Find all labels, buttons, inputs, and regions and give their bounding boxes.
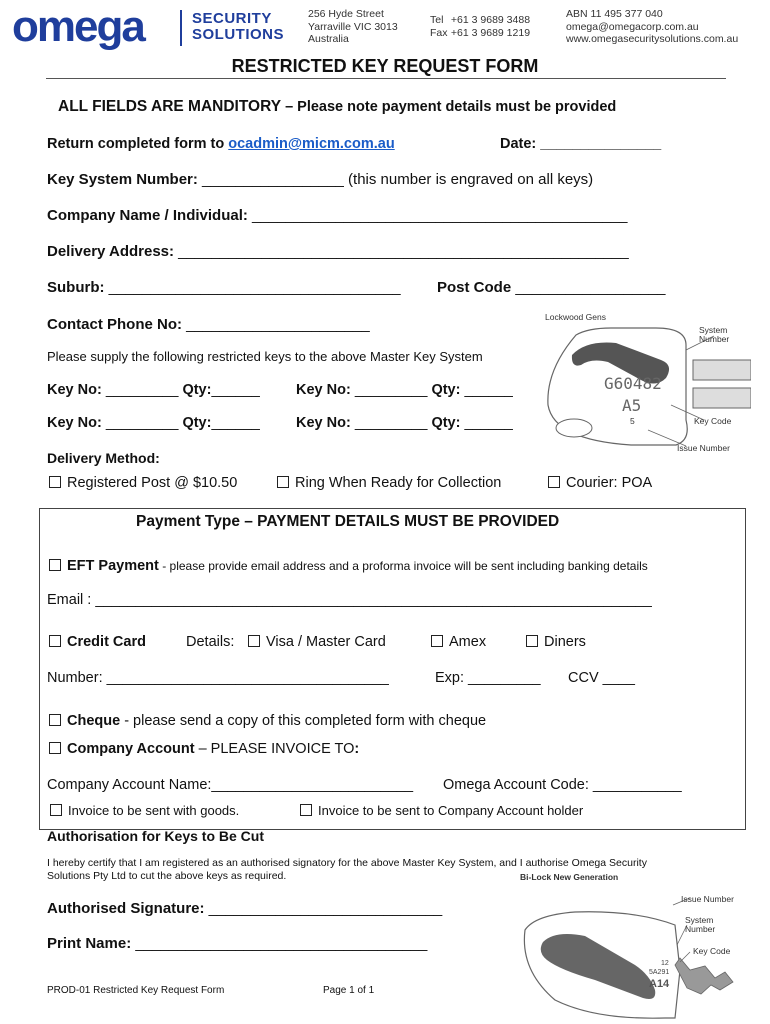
company-account-option[interactable] [49,741,359,757]
return-email-link[interactable]: ocadmin@micm.com.au [228,136,395,152]
diners-label: Diners [544,634,586,650]
checkbox-credit-card[interactable] [49,635,61,647]
title-rule [46,78,726,79]
company-email: omega@omegacorp.com.au [566,20,699,33]
card-visa-mastercard[interactable] [248,634,386,650]
invoice-to-holder-option[interactable] [300,803,583,818]
delivery-option-2-label: Ring When Ready for Collection [295,475,502,491]
key-row-2-left[interactable] [47,415,260,431]
key-no-line: _________ [350,382,432,398]
delivery-address-label: Delivery Address: [47,243,175,260]
postcode-label: Post Code [437,279,512,296]
qty-label: Qty: [182,382,212,398]
signature-label: Authorised Signature: [47,900,205,917]
delivery-option-courier[interactable] [548,475,652,491]
return-instruction [47,136,395,152]
return-label: Return completed form to [47,136,229,152]
authorisation-heading: Authorisation for Keys to Be Cut [47,828,265,844]
company-name-field[interactable] [47,207,627,224]
cheque-text: - please send a copy of this completed form with cheque [120,713,487,729]
delivery-address-line: ______________________________________________________ [174,243,629,260]
card-number-field[interactable]: Number: ___________________________________ [47,670,389,686]
eft-payment-option[interactable] [49,558,648,574]
key-code-top: G60482 [604,374,662,393]
checkbox-ring-when-ready[interactable] [277,476,289,488]
delivery-address-field[interactable] [47,243,629,260]
checkbox-diners[interactable] [526,635,538,647]
payment-heading: Payment Type – PAYMENT DETAILS MUST BE PROVIDED [136,513,560,530]
key-code-bottom: A5 [622,396,642,415]
company-account-text: – PLEASE INVOICE TO [194,741,355,757]
company-name-line: _____________________________________________ [247,207,628,224]
logo-sub-solutions: SOLUTIONS [192,26,285,43]
contact-phone-line: ______________________ [182,316,370,333]
lockwood-key-diagram [536,310,751,460]
key-system-field[interactable] [47,171,593,188]
bilock-code-small: 12 [661,960,669,967]
suburb-line: ___________________________________ [104,279,401,296]
key-no-label: Key No: [296,382,351,398]
logo-word: omega [12,2,144,51]
system-number-label-2 [685,916,715,934]
amex-label: Amex [449,634,487,650]
print-name-field[interactable] [47,935,427,952]
omega-account-code-field[interactable]: Omega Account Code: ___________ [443,777,682,793]
checkbox-eft[interactable] [49,559,61,571]
company-address [308,8,398,46]
checkbox-courier[interactable] [548,476,560,488]
key-code-label-2: Key Code [693,946,731,956]
delivery-option-3-label: Courier: POA [566,475,653,491]
contact-phone-label: Contact Phone No: [47,316,182,333]
visa-label: Visa / Master Card [266,634,386,650]
checkbox-invoice-holder[interactable] [300,804,312,816]
signature-line: ____________________________ [204,900,443,917]
system-number-line2: Number [699,334,730,344]
qty-label: Qty: [431,415,461,431]
suburb-label: Suburb: [47,279,105,296]
address-line-3: Australia [308,33,349,45]
key-no-label: Key No: [47,415,102,431]
tel-number: +61 3 9689 3488 [450,14,531,26]
qty-line: ______ [211,415,260,431]
delivery-option-ring-when-ready[interactable] [277,475,501,491]
logo-sub-security: SECURITY [192,10,272,27]
qty-line: ______ [464,382,513,398]
company-account-label: Company Account [67,741,195,757]
company-account-colon: : [354,741,360,757]
print-name-line: ___________________________________ [131,935,428,952]
bilock-key-illustration [515,870,755,1020]
address-line-1: 256 Hyde Street [308,8,384,20]
system-number-label-1 [699,326,729,344]
payment-email-field[interactable]: Email : _____________________________________________________________________ [47,592,652,608]
key-no-line: _________ [101,415,183,431]
qty-label: Qty: [182,415,212,431]
delivery-option-1-label: Registered Post @ $10.50 [67,475,238,491]
key-code-label-1: Key Code [694,416,732,426]
card-ccv-field[interactable]: CCV ____ [568,670,635,686]
print-name-label: Print Name: [47,935,132,952]
key-no-label: Key No: [47,382,102,398]
key-system-label: Key System Number: [47,171,198,188]
key-row-2-right[interactable] [296,415,513,431]
card-diners[interactable] [526,634,586,650]
cheque-label: Cheque [67,713,121,729]
notice-main: ALL FIELDS ARE MANDITORY [58,98,282,115]
notice-rest: – Please note payment details must be provided [281,99,617,115]
system-number2-line2: Number [685,924,716,934]
fax-number: +61 3 9689 1219 [450,26,531,39]
company-contact [566,8,738,46]
company-phone [430,14,530,39]
authorisation-text-1: I hereby certify that I am registered as an authorised signatory for the above Master Key System, and I authorise Omega Security [47,857,647,869]
issue-number-label-1: Issue Number [677,443,730,453]
issue-number-label-2: Issue Number [681,894,734,904]
checkbox-visa-mastercard[interactable] [248,635,260,647]
key-small-mark: 5 [630,416,635,426]
key-row-1-left[interactable] [47,382,260,398]
postcode-line: __________________ [511,279,666,296]
qty-label: Qty: [431,382,461,398]
system-number-line1: System [699,325,728,335]
postcode-field[interactable] [437,279,666,296]
diagram-title: Lockwood Gens [545,312,606,322]
key-no-line: _________ [350,415,432,431]
address-line-2: Yarraville VIC 3013 [308,20,398,33]
key-no-label: Key No: [296,415,351,431]
invoice-goods-label: Invoice to be sent with goods. [68,803,240,818]
key-no-line: _________ [101,382,183,398]
abn: ABN 11 495 377 040 [566,8,663,20]
card-amex[interactable] [431,634,486,650]
qty-line: ______ [211,382,260,398]
footer-form-id: PROD-01 Restricted Key Request Form [47,985,225,996]
bilock-code-mid: 5A291 [649,969,670,976]
footer-page-number: Page 1 of 1 [323,985,375,996]
key-system-line: _________________ (this number is engraved on all keys) [197,171,594,188]
eft-label: EFT Payment [67,558,159,574]
credit-card-label: Credit Card [67,634,146,650]
key-row-1-right[interactable] [296,382,513,398]
tel-label: Tel [430,14,444,26]
checkbox-amex[interactable] [431,635,443,647]
authorised-signature-field[interactable] [47,900,442,917]
cheque-option[interactable] [49,713,486,729]
qty-line: ______ [464,415,513,431]
credit-card-option[interactable] [49,634,146,650]
mandatory-notice [58,98,616,116]
logo-divider [180,10,182,46]
checkbox-company-account[interactable] [49,742,61,754]
bilock-key-diagram [515,870,755,1020]
checkbox-invoice-goods[interactable] [50,804,62,816]
fax-label: Fax [430,26,448,39]
delivery-method-label: Delivery Method: [47,450,160,466]
supply-instruction: Please supply the following restricted keys to the above Master Key System [47,349,483,364]
omega-logo [12,2,312,51]
company-web: www.omegasecuritysolutions.com.au [566,33,739,45]
invoice-holder-label: Invoice to be sent to Company Account holder [318,803,584,818]
invoice-with-goods-option[interactable] [50,803,239,818]
form-title: RESTRICTED KEY REQUEST FORM [231,56,539,76]
card-exp-field[interactable]: Exp: _________ [435,670,541,686]
eft-text: - please provide email address and a proforma invoice will be sent including banking details [158,559,648,573]
system-number2-line1: System [685,915,714,925]
checkbox-registered-post[interactable] [49,476,61,488]
delivery-option-registered-post[interactable] [49,475,237,491]
card-details-label: Details: [186,634,235,650]
company-name-label: Company Name / Individual: [47,207,248,224]
suburb-field[interactable] [47,279,401,296]
checkbox-cheque[interactable] [49,714,61,726]
company-account-name-field[interactable]: Company Account Name:_________________________ [47,777,414,793]
bilock-code-big: A14 [649,978,670,990]
bilock-diagram-title: Bi-Lock New Generation [520,872,619,882]
authorisation-text-2: Solutions Pty Ltd to cut the above keys as required. [47,870,287,882]
contact-phone-field[interactable] [47,316,370,333]
date-field[interactable]: Date: _______________ [500,136,662,152]
